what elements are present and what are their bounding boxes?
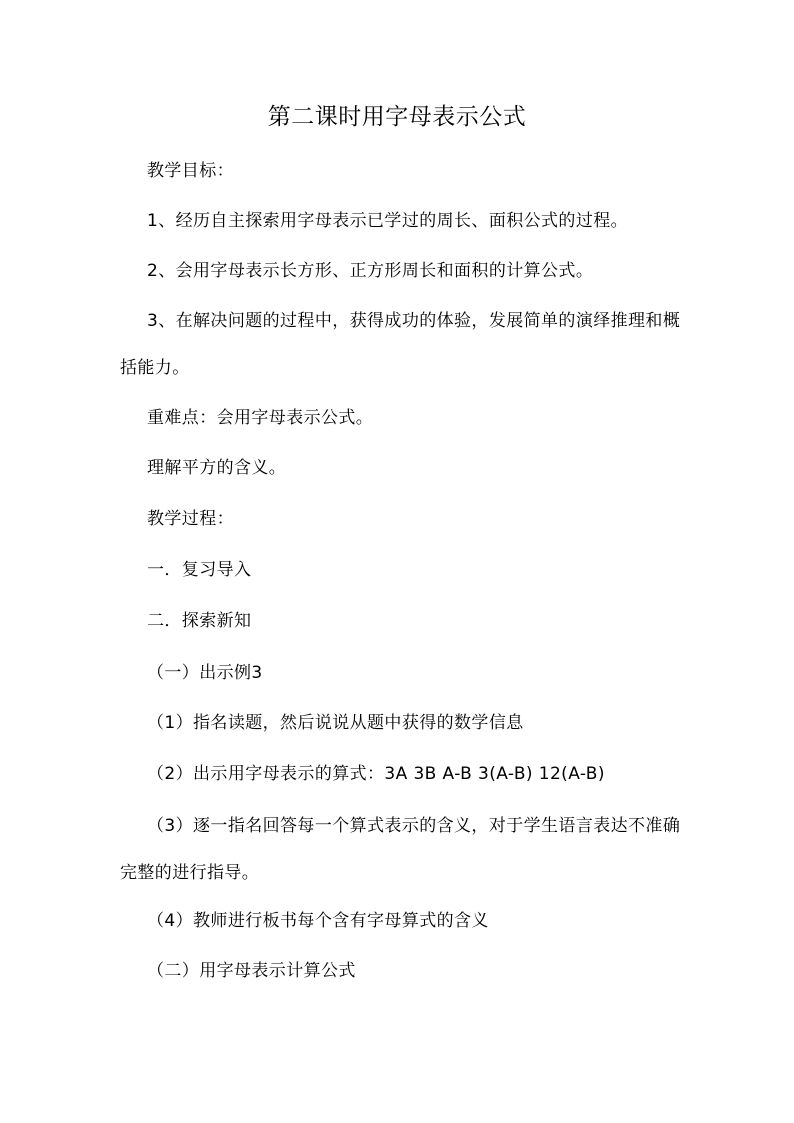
paragraph-formula-section: （二）用字母表示计算公式 [147, 961, 356, 981]
paragraph-goal-1: 1、经历自主探索用字母表示已学过的周长、面积公式的过程。 [147, 211, 629, 231]
paragraph-goal-3: 3、在解决问题的过程中，获得成功的体验，发展简单的演绎推理和概括能力。 [120, 311, 681, 378]
paragraph-understand-square: 理解平方的含义。 [147, 458, 287, 478]
paragraph-explore-new: 二．探索新知 [147, 611, 252, 631]
paragraph-step-4: （4）教师进行板书每个含有字母算式的含义 [147, 911, 489, 931]
paragraph-example-3: （一）出示例3 [147, 663, 263, 683]
paragraph-goal-2: 2、会用字母表示长方形、正方形周长和面积的计算公式。 [147, 261, 594, 281]
paragraph-step-3: （3）逐一指名回答每一个算式表示的含义，对于学生语言表达不准确完整的进行指导。 [120, 816, 681, 883]
paragraph-review-intro: 一．复习导入 [147, 560, 252, 580]
paragraph-process-heading: 教学过程： [147, 509, 234, 529]
document-title: 第二课时用字母表示公式 [267, 104, 527, 130]
paragraph-teaching-goals-heading: 教学目标： [147, 161, 234, 181]
paragraph-step-1: （1）指名读题，然后说说从题中获得的数学信息 [147, 713, 524, 733]
paragraph-step-2: （2）出示用字母表示的算式：3A 3B A-B 3(A-B) 12(A-B) [147, 764, 605, 784]
paragraph-key-points: 重难点：会用字母表示公式。 [147, 408, 374, 428]
